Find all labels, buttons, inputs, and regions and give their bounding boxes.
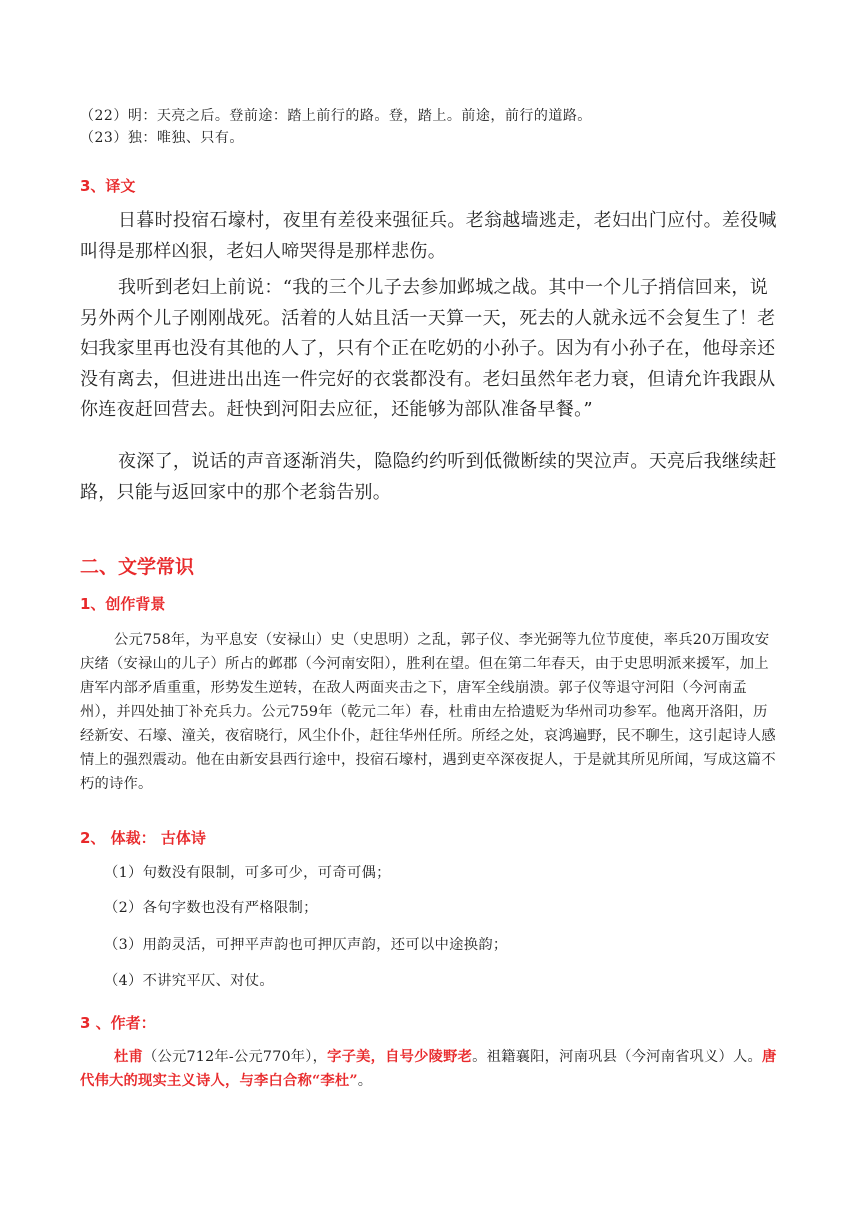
author-status: 唐代伟大的现实主义诗人，与李白合称“李杜” (80, 1049, 777, 1089)
author-years: （公元712年-公元770年）， (143, 1049, 328, 1065)
translation-paragraph-1: 日暮时投宿石壕村，夜里有差役来强征兵。老翁越墙逃走，老妇出门应付。差役喊叫得是那样凶狠，老妇人啼哭得是那样悲伤。 (80, 210, 777, 262)
author-courtesy-name: 字子美，自号少陵野老 (327, 1049, 473, 1065)
translation-paragraph-2: 我听到老妇上前说：“我的三个儿子去参加邺城之战。其中一个儿子捎信回来，说另外两个儿子刚刚战死。活着的人姑且活一天算一天，死去的人就永远不会复生了！老妇我家里再也没有其他的人了，只有个正在吃奶的小孙子。因为有小孙子在，他母亲还没有离去，但进进出出连一件完好的衣裳都没有。老妇虽然年老力衰，但请允许我跟从你连夜赶回营去。赶快到河阳去应征，还能够为部队准备早餐。” (80, 277, 776, 420)
note-22: （22）明：天亮之后。登前途：踏上前行的路。登，踏上。前途，前行的道路。 (80, 108, 592, 124)
author-name: 杜甫 (114, 1049, 143, 1065)
genre-item-3: （3）用韵灵活，可押平声韵也可押仄声韵，还可以中途换韵； (104, 937, 508, 953)
background-heading: 1、创作背景 (80, 595, 166, 613)
translation-paragraph-3: 夜深了，说话的声音逐渐消失，隐隐约约听到低微断续的哭泣声。天亮后我继续赶路，只能与返回家中的那个老翁告别。 (80, 451, 777, 503)
genre-item-4: （4）不讲究平仄、对仗。 (104, 973, 274, 989)
author-paragraph (80, 1045, 782, 1093)
genre-item-1: （1）句数没有限制，可多可少，可奇可偶； (104, 865, 391, 881)
section-heading-literature: 二、文学常识 (80, 556, 195, 578)
translation-heading: 3、译文 (80, 177, 136, 195)
genre-heading: 2、 体裁： 古体诗 (80, 829, 206, 847)
author-heading: 3 、作者： (80, 1014, 156, 1032)
author-origin: 。祖籍襄阳，河南巩县（今河南省巩义）人。 (472, 1049, 763, 1065)
note-23: （23）独：唯独、只有。 (80, 130, 244, 146)
background-paragraph: 公元758年，为平息安（安禄山）史（史思明）之乱，郭子仪、李光弼等九位节度使，率兵20万围攻安庆绪（安禄山的儿子）所占的邺郡（今河南安阳），胜利在望。但在第二年春天，由于史思明派来援军，加上唐军内部矛盾重重，形势发生逆转，在敌人两面夹击之下，唐军全线崩溃。郭子仪等退守河阳（今河南孟州），并四处抽丁补充兵力。公元759年（乾元二年）春，杜甫由左拾遗贬为华州司功参军。他离开洛阳，历经新安、石壕、潼关，夜宿晓行，风尘仆仆，赶往华州任所。所经之处，哀鸿遍野，民不聊生，这引起诗人感情上的强烈震动。他在由新安县西行途中，投宿石壕村，遇到吏卒深夜捉人，于是就其所见所闻，写成这篇不朽的诗作。 (80, 632, 776, 792)
genre-item-2: （2）各句字数也没有严格限制； (104, 900, 318, 916)
author-end: 。 (357, 1073, 373, 1089)
